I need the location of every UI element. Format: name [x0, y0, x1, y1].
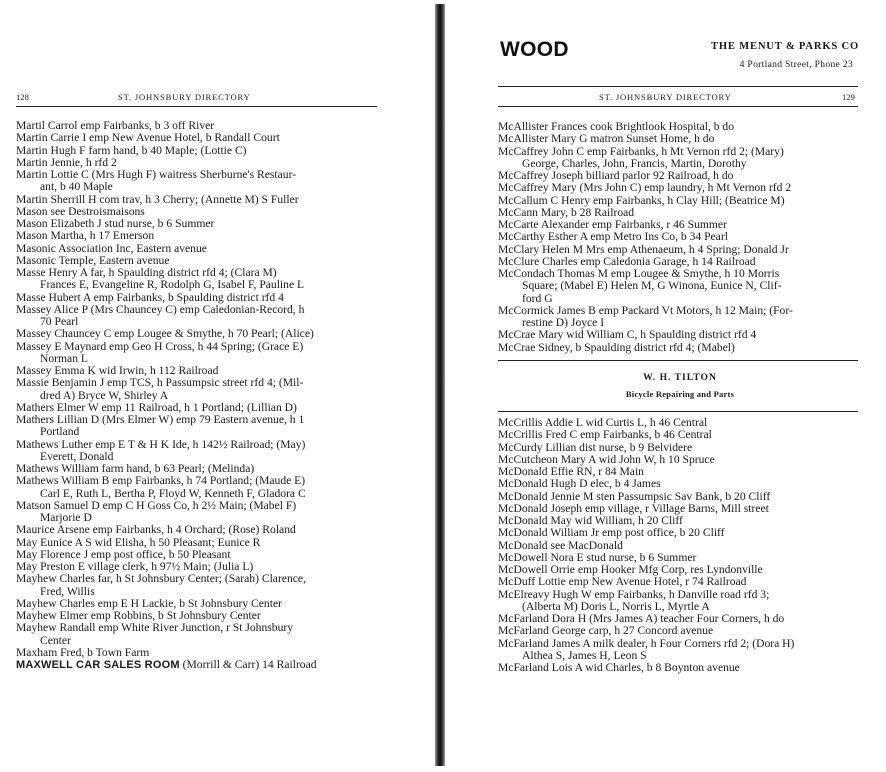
directory-entry	[16, 439, 317, 464]
entry-text: Maxham Fred, b Town Farm	[16, 645, 150, 659]
page-number: 128	[16, 92, 29, 102]
entry-text: McClure Charles emp Caledonia Garage, h 14 Railroad	[498, 254, 756, 268]
directory-entry	[16, 659, 317, 671]
entry-continuation: (Alberta M) Doris L, Norris L, Myrtle A	[522, 599, 710, 613]
entry-continuation: Portland	[40, 425, 80, 439]
entry-text: Mathers Elmer W emp 11 Railroad, h 1 Portland; (Lillian D)	[16, 400, 297, 414]
directory-entry	[498, 268, 793, 305]
entry-text: Masse Hubert A emp Fairbanks, b Spaulding district rfd 4	[16, 290, 284, 304]
entry-continuation: Carl E, Ruth L, Bertha P, Floyd W, Kenneth F, Gladora C	[40, 486, 306, 500]
directory-entry	[16, 377, 317, 402]
entry-text: McCarthy Esther A emp Metro Ins Co, b 34 Pearl	[498, 230, 728, 244]
entry-text: McCallum C Henry emp Fairbanks, h Clay Hill; (Beatrice M)	[498, 193, 785, 207]
entry-text: McDowell Nora E stud nurse, b 6 Summer	[498, 550, 697, 564]
entry-text: McFarland Lois A wid Charles, b 8 Boynton avenue	[498, 661, 740, 674]
entry-text: Massey Alice P (Mrs Chauncey C) emp Caledonian-Record, h	[16, 302, 305, 316]
page-number: 129	[842, 92, 855, 102]
directory-entry	[16, 475, 317, 500]
directory-entry	[498, 305, 793, 330]
entry-text: McClary Helen M Mrs emp Athenaeum, h 4 Spring; Donald Jr	[498, 242, 789, 256]
entry-text: Massey E Maynard emp Geo H Cross, h 44 Spring; (Grace E)	[16, 339, 304, 353]
entry-text: Mason see Destroismaisons	[16, 204, 145, 218]
directory-entry	[16, 573, 317, 598]
entry-continuation: ford G	[522, 291, 553, 305]
entry-continuation: Marjorie D	[40, 511, 92, 524]
entry-text: Martin Lottie C (Mrs Hugh F) waitress Sherburne's Restaur-	[16, 168, 297, 181]
book-gutter	[435, 4, 445, 766]
entry-text: Martin Sherrill H com trav, h 3 Cherry; (Annette M) S Fuller	[16, 192, 299, 206]
entry-text: Masonic Association Inc, Eastern avenue	[16, 241, 207, 255]
entry-continuation: George, Charles, John, Francis, Martin, Dorothy	[522, 156, 747, 170]
entry-text: May Eunice A S wid Elisha, h 50 Pleasant; Eunice R	[16, 535, 261, 549]
header-rule	[16, 106, 377, 107]
entry-text: McCrillis Addie L wid Curtis L, h 46 Central	[498, 416, 708, 429]
directory-entry	[16, 267, 317, 292]
ad-rule-bottom	[498, 411, 858, 412]
entry-continuation: Everett, Donald	[40, 449, 114, 463]
directory-entries	[498, 417, 794, 674]
entry-text: Matson Samuel D emp C H Goss Co, h 2½ Main; (Mabel F)	[16, 498, 297, 512]
directory-entry	[16, 341, 317, 366]
entry-continuation: Althea S, James H, Leon S	[522, 648, 647, 662]
entry-text: McDuff Lottie emp New Avenue Hotel, r 74 Railroad	[498, 575, 747, 589]
entry-text: McDonald William Jr emp post office, b 20 Cliff	[498, 526, 725, 540]
entry-text: Mathews Luther emp E T & H K Ide, h 142½ Railroad; (May)	[16, 437, 306, 451]
right-page	[450, 0, 886, 772]
ad-rule	[498, 86, 858, 87]
entry-text: Massie Benjamin J emp TCS, h Passumpsic street rfd 4; (Mil-	[16, 376, 304, 390]
entry-text: McDonald May wid William, h 20 Cliff	[498, 514, 683, 527]
directory-entries	[16, 120, 317, 671]
entry-continuation: dred A) Bryce W, Shirley A	[40, 388, 169, 402]
business-name: MAXWELL CAR SALES ROOM	[16, 659, 180, 671]
entry-text: Martin Carrie I emp New Avenue Hotel, b Randall Court	[16, 131, 280, 145]
directory-entry	[498, 146, 793, 171]
left-page	[0, 0, 430, 772]
entry-text: Mathews William farm hand, b 63 Pearl; (Melinda)	[16, 462, 255, 475]
entry-text: Mason Martha, h 17 Emerson	[16, 229, 155, 243]
directory-entry	[16, 169, 317, 194]
entry-text: McCann Mary, b 28 Railroad	[498, 205, 635, 219]
ad-company: THE MENUT & PARKS CO	[710, 41, 859, 52]
entry-text: McCrae Mary wid William C, h Spaulding district rfd 4	[498, 328, 757, 342]
directory-entry	[498, 589, 794, 614]
entry-text: McAllister Frances cook Brightlook Hospital, b do	[498, 120, 735, 133]
entry-text: Martin Jennie, h rfd 2	[16, 155, 117, 169]
entry-text: McCarte Alexander emp Fairbanks, r 46 Summer	[498, 218, 727, 231]
entry-text: McCurdy Lillian dist nurse, b 9 Belvidere	[498, 440, 693, 454]
entry-text: McFarland James A milk dealer, h Four Corners rfd 2; (Dora H)	[498, 636, 795, 650]
entry-continuation: restine D) Joyce I	[522, 316, 605, 329]
entry-text: McAllister Mary G matron Sunset Home, h do	[498, 132, 715, 146]
entry-text: Mayhew Randall emp White River Junction, r St Johnsbury	[16, 621, 294, 635]
entry-text: (Morrill & Carr) 14 Railroad	[179, 658, 317, 671]
entry-text: McDonald Effie RN, r 84 Main	[498, 465, 644, 478]
entry-text: McDonald see MacDonald	[498, 538, 623, 552]
entry-text: Mason Elizabeth J stud nurse, b 6 Summer	[16, 217, 215, 230]
entry-text: Mayhew Charles far, h St Johnsbury Center; (Sarah) Clarence,	[16, 572, 306, 586]
entry-continuation: Norman L	[40, 351, 88, 365]
directory-entries	[498, 121, 793, 354]
ad-headline: WOOD	[500, 38, 569, 61]
directory-entry	[498, 638, 794, 663]
entry-text: McDowell Orrie emp Hooker Mfg Corp, res Lyndonville	[498, 563, 763, 576]
entry-text: May Preston E village clerk, h 97½ Main; (Julia L)	[16, 560, 254, 573]
entry-text: Mathews William B emp Fairbanks, h 74 Portland; (Maude E)	[16, 474, 306, 488]
entry-continuation: Fred, Willis	[40, 584, 95, 598]
entry-text: McCrillis Fred C emp Fairbanks, b 46 Central	[498, 428, 712, 442]
entry-continuation: Square; (Mabel E) Helen M, G Winona, Eunice N, Clif-	[522, 279, 782, 293]
ad-subtitle: Bicycle Repairing and Parts	[625, 389, 735, 399]
entry-continuation: ant, b 40 Maple	[40, 180, 113, 194]
entry-text: Masonic Temple, Eastern avenue	[16, 253, 170, 267]
running-head: ST. JOHNSBURY DIRECTORY	[599, 92, 732, 102]
entry-text: McElreavy Hugh W emp Fairbanks, h Danville road rfd 3;	[498, 587, 770, 601]
entry-text: Mayhew Charles emp E H Lackie, b St Johnsbury Center	[16, 596, 282, 610]
directory-entry	[498, 662, 794, 674]
directory-entry	[16, 414, 317, 439]
directory-entry	[16, 304, 317, 329]
entry-text: Masse Henry A far, h Spaulding district rfd 4; (Clara M)	[16, 266, 277, 279]
entry-text: Mayhew Elmer emp Robbins, b St Johnsbury Center	[16, 609, 261, 622]
entry-text: McFarland George carp, h 27 Concord avenue	[498, 624, 714, 638]
header-rule	[498, 106, 858, 107]
entry-text: McCormick James B emp Packard Vt Motors, h 12 Main; (For-	[498, 303, 793, 317]
entry-text: Martil Carrol emp Fairbanks, b 3 off River	[16, 119, 215, 132]
entry-text: McCrae Sidney, b Spaulding district rfd 4; (Mabel)	[498, 340, 735, 354]
entry-text: McCutcheon Mary A wid John W, h 10 Spruce	[498, 452, 715, 466]
entry-text: McDonald Jennie M sten Passumpsic Sav Bank, b 20 Cliff	[498, 489, 771, 503]
ad-title: W. H. TILTON	[643, 372, 717, 383]
directory-entry	[16, 500, 317, 525]
entry-text: May Florence J emp post office, b 50 Pleasant	[16, 547, 231, 561]
entry-text: McCaffrey Joseph billiard parlor 92 Railroad, h do	[498, 169, 734, 182]
ad-rule-top	[498, 360, 858, 361]
entry-continuation: Center	[40, 633, 71, 647]
entry-continuation: 70 Pearl	[40, 315, 79, 328]
entry-text: McDonald Joseph emp village, r Village Barns, Mill street	[498, 501, 769, 515]
directory-entry	[498, 342, 793, 354]
entry-text: McCaffrey John C emp Fairbanks, h Mt Vernon rfd 2; (Mary)	[498, 144, 784, 158]
entry-text: McCondach Thomas M emp Lougee & Smythe, h 10 Morris	[498, 267, 780, 280]
directory-entry	[16, 622, 317, 647]
entry-text: Maurice Arsene emp Fairbanks, h 4 Orchard; (Rose) Roland	[16, 523, 296, 537]
entry-continuation: Frances E, Evangeline R, Rodolph G, Isabel F, Pauline L	[40, 278, 305, 292]
ad-address: 4 Portland Street, Phone 23	[739, 59, 853, 70]
entry-text: McCaffrey Mary (Mrs John C) emp laundry, h Mt Vernon rfd 2	[498, 181, 792, 195]
entry-text: Massey Chauncey C emp Lougee & Smythe, h 70 Pearl; (Alice)	[16, 327, 314, 341]
entry-text: Martin Hugh F farm hand, b 40 Maple; (Lottie C)	[16, 143, 247, 157]
entry-text: Mathers Lillian D (Mrs Elmer W) emp 79 Eastern avenue, h 1	[16, 413, 305, 426]
entry-text: McDonald Hugh D elec, b 4 James	[498, 477, 661, 491]
running-head: ST. JOHNSBURY DIRECTORY	[118, 92, 251, 102]
entry-text: McFarland Dora H (Mrs James A) teacher Four Corners, h do	[498, 612, 785, 625]
entry-text: Massey Emma K wid Irwin, h 112 Railroad	[16, 364, 219, 377]
